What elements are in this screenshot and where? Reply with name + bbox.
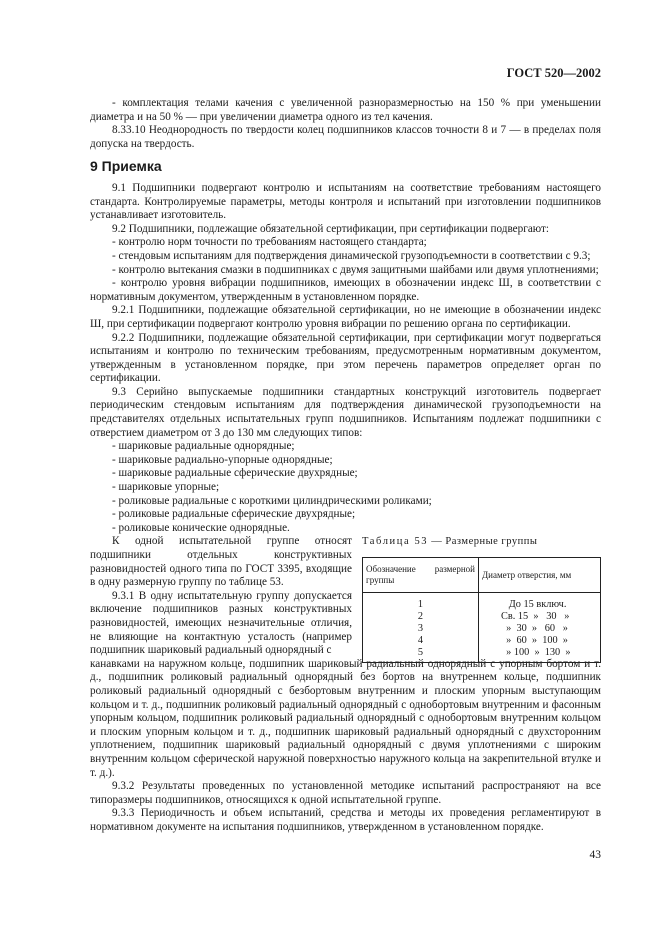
size-groups-table	[362, 557, 601, 663]
table-row	[363, 647, 601, 663]
paragraph: 8.33.10 Неоднородность по твердости колец подшипников классов точности 8 и 7 — в пределах поля допуска на твердость.	[90, 124, 601, 150]
paragraph: 9.3.3 Периодичность и объем испытаний, средства и методы их проведения регламентируют в нормативном документе на испытания подшипников, утвержденном в установленном порядке.	[90, 807, 601, 833]
table-row	[363, 635, 601, 647]
table-cell-diameter: » 100 » 130 »	[501, 647, 571, 658]
paragraph: 9.3.2 Результаты проведенных по установленной методике испытаний распространяют на все типоразмеры подшипников, относящихся к одной испытательной группе.	[90, 780, 601, 806]
table-cell-diameter: » 60 » 100 »	[501, 635, 568, 646]
list-item: - роликовые радиальные с короткими цилиндрическими роликами;	[112, 494, 432, 507]
list-item: - шариковые радиальные сферические двухрядные;	[112, 467, 358, 480]
paragraph-with-table	[90, 535, 601, 657]
list-item: - стендовым испытаниям для подтверждения динамической грузоподъемности в соответствии с 9.3;	[112, 249, 591, 262]
table-row	[363, 611, 601, 623]
paragraph: - комплектация телами качения с увеличенной разноразмерностью на 150 % при уменьшении диаметра и на 50 % — при увеличении диаметра одного из тел качения.	[90, 97, 601, 123]
page-content	[90, 97, 601, 834]
paragraph: 9.2.1 Подшипники, подлежащие обязательной сертификации, но не имеющие в обозначении индекс Ш, при сертификации подвергают контролю уровня вибрации по решению органа по сертификации.	[90, 304, 601, 330]
paragraph: 9.2.2 Подшипники, подлежащие обязательной сертификации, при сертификации могут подвергаться испытаниям и контролю по техническим требованиям, предусмотренным нормативным документом, утвержденным в установленном порядке, при этом перечень параметров определяет орган по сертификации.	[90, 331, 601, 385]
table-row	[363, 623, 601, 635]
paragraph: 9.3.1 В одну испытательную группу допускается включение подшипников разных конструктивных разновидностей, имеющих незначительные отличия, не влияющие на контактную усталость (например подшипник шариковый радиальный однорядный с	[90, 589, 352, 657]
table-cell-group: 5	[363, 647, 479, 663]
table-cell-diameter: » 30 » 60 »	[501, 623, 568, 634]
page-number: 43	[589, 849, 601, 861]
table-cell-diameter: Св. 15 » 30 »	[501, 611, 570, 622]
table-cell-diameter: До 15 включ.	[501, 599, 567, 610]
paragraph: 9.2 Подшипники, подлежащие обязательной сертификации, при сертификации подвергают:	[112, 222, 549, 235]
list-item: - контролю уровня вибрации подшипников, имеющих в обозначении индекс Ш, в соответствии с нормативным документом, утвержденным в установленном порядке.	[90, 277, 601, 303]
paragraph: 9.3 Серийно выпускаемые подшипники стандартных конструкций изготовитель подвергает периодическим стендовым испытаниям для подтверждения динамической грузоподъемности на представителях отдельных испытательных групп подшипников. Испытаниям подлежат подшипники с отверстием диаметром от 3 до 130 мм следующих типов:	[90, 385, 601, 439]
paragraph: 9.1 Подшипники подвергают контролю и испытаниям на соответствие требованиям настоящего стандарта. Контролируемые параметры, методы контроля и испытаний при изготовлении подшипников устанавливает изготовитель.	[90, 181, 601, 222]
list-item: - шариковые упорные;	[112, 481, 220, 494]
list-item: - роликовые конические однорядные.	[112, 521, 290, 534]
page-header: ГОСТ 520—2002	[506, 66, 601, 80]
table-53	[362, 535, 601, 663]
list-item: - роликовые радиальные сферические двухрядные;	[112, 508, 356, 521]
list-item: - контролю вытекания смазки в подшипниках с двумя защитными шайбами или двумя уплотнениями;	[112, 263, 599, 276]
table-caption	[362, 535, 601, 549]
table-header-diameter: Диаметр отверстия, мм	[479, 558, 601, 593]
list-item: - контролю норм точности по требованиям настоящего стандарта;	[112, 236, 427, 249]
list-item: - шариковые радиально-упорные однорядные;	[112, 453, 333, 466]
table-caption-label: Таблица 53	[362, 536, 429, 548]
table-cell-group: 3	[363, 623, 479, 635]
paragraph: К одной испытательной группе относят подшипники отдельных конструктивных разновидностей одного типа по ГОСТ 3395, входящие в одну размерную группу по таблице 53.	[90, 535, 352, 589]
left-column	[90, 535, 352, 657]
table-header-group: Обозначение размерной группы	[363, 558, 479, 593]
paragraph: канавками на наружном кольце, подшипник шариковый радиальный однорядный с упорным бортом и т. д., подшипник роликовый радиальный однорядный без бортов на внутреннем кольце, подшипник роликовый радиальный однорядный с безбортовым внутренним и плоским упорным выступающим кольцом и т. д., подшипник роликовый радиальный однорядный с однобортовым внутренним и фасонным упорным кольцом, подшипник роликовый радиальный однорядный с однобортовым внутренним кольцом и плоским упорным кольцом и т. д., подшипник шариковый радиальный однорядный с двухсторонним уплотнением, подшипник шариковый радиальный однорядный с двумя уплотнениями с широким внутренним кольцом сферической наружной поверхностью наружного кольца на закрепительной втулке и т. д.).	[90, 657, 601, 779]
section-title: 9 Приемка	[90, 158, 162, 175]
table-cell-group: 1	[363, 593, 479, 612]
table-row	[363, 593, 601, 612]
table-cell-group: 2	[363, 611, 479, 623]
table-caption-text: — Размерные группы	[428, 536, 538, 548]
table-cell-group: 4	[363, 635, 479, 647]
list-item: - шариковые радиальные однорядные;	[112, 440, 295, 453]
